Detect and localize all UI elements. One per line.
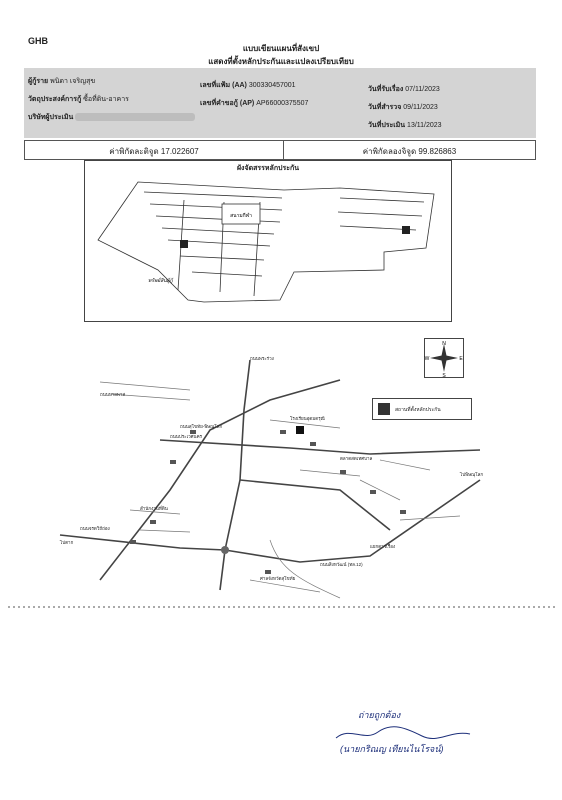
main-road-3 (225, 360, 250, 550)
signer-name: (นายกริณญ เทียนไนโรจน์) (340, 744, 444, 754)
road-label: โรงเรียนอุดมดรุณี (290, 416, 325, 421)
road-label: ถนนสิงหวัฒน์ (ทล.12) (320, 562, 363, 567)
document-subtitle: แสดงที่ตั้งหลักประกันและแปลงเปรียบเทียบ (208, 57, 354, 66)
survey-row (368, 102, 438, 113)
main-road-5 (220, 550, 225, 590)
stadium-label: สนามกีฬา (230, 213, 252, 219)
road-label: ถนนประเวศนคร (170, 434, 202, 439)
latitude (25, 145, 283, 158)
road-label: ไปตาก (60, 540, 74, 545)
file-no-row (200, 80, 296, 91)
info-panel (24, 68, 536, 138)
app-no-label: เลขที่คำขอกู้ (AP) (200, 100, 255, 107)
signature-icon (330, 724, 480, 744)
certified-copy-stamp: ถ่ายถูกต้อง (358, 710, 401, 720)
appraisal-label: วันที่ประเมิน (368, 122, 406, 129)
legend-text: สถานที่ตั้งหลักประกัน (395, 407, 441, 413)
borrower-value: พนิดา เจริญสุข (50, 78, 96, 85)
road-label: ถนนสุโขทัย-พิษณุโลก (180, 424, 223, 429)
appraiser-label: บริษัทผู้ประเมิน (28, 114, 74, 121)
app-no-value: AP66000375507 (256, 100, 309, 107)
coordinates-bar (24, 140, 536, 160)
borrower-row (28, 76, 95, 87)
survey-value: 09/11/2023 (403, 104, 438, 111)
road-label: ถนนบายพาส (100, 392, 126, 397)
road-label: ไปพิษณุโลก (460, 472, 484, 477)
longitude (284, 145, 535, 158)
road-label: ถนนพระร่วง (250, 356, 274, 361)
road-label: สำนักงานที่ดิน (140, 506, 168, 511)
road-label: ศาลจังหวัดสุโขทัย (260, 576, 296, 581)
plot-plan-drawing (84, 160, 452, 322)
longitude-label: ค่าพิกัดลองจิจูด (362, 147, 417, 156)
purpose-label: วัตถุประสงค์การกู้ (28, 96, 82, 103)
main-road-4 (160, 440, 480, 454)
purpose-row (28, 94, 129, 105)
compass-east: E (459, 356, 463, 362)
appraisal-row (368, 120, 442, 131)
received-label: วันที่รับเรื่อง (368, 86, 404, 93)
latitude-value: 17.022607 (160, 147, 199, 156)
plot-plan-title: ผังจัดสรรหลักประกัน (236, 165, 300, 172)
road-label: แยกดาวเรือง (370, 544, 396, 549)
longitude-value: 99.826863 (418, 147, 457, 156)
purpose-value: ซื้อที่ดิน-อาคาร (83, 96, 129, 103)
document-title: แบบเขียนแผนที่สังเขป (242, 44, 320, 53)
borrower-label: ผู้กู้ราย (28, 78, 49, 85)
latitude-label: ค่าพิกัดละติจูด (109, 147, 159, 156)
legend-marker-icon (378, 403, 390, 415)
main-road-6 (240, 480, 390, 530)
file-no-label: เลขที่แฟ้ม (AA) (200, 82, 247, 89)
collateral-marker (180, 240, 188, 248)
roundabout (221, 546, 229, 554)
compass-south: S (442, 373, 446, 378)
redacted-appraiser (75, 113, 195, 121)
compass-west: W (424, 356, 430, 362)
appraiser-row (28, 112, 195, 123)
compass-icon (424, 338, 464, 378)
collateral-location-marker (296, 426, 304, 434)
received-row (368, 84, 440, 95)
handwritten-note: ทรัพย์สินผู้กู้ (148, 278, 173, 284)
file-no-value: 300330457001 (248, 82, 296, 89)
road-label: ถนนจรดวิถีถ่อง (80, 526, 110, 531)
plan-corner-marker (402, 226, 410, 234)
road-label: ตลาดสดเทศบาล (340, 456, 373, 461)
survey-label: วันที่สำรวจ (368, 104, 402, 111)
appraisal-value: 13/11/2023 (407, 122, 442, 129)
compass-north: N (442, 341, 446, 347)
brand-label: GHB (28, 36, 48, 46)
received-value: 07/11/2023 (405, 86, 440, 93)
scan-dotted-line (8, 604, 556, 610)
app-no-row (200, 98, 308, 109)
